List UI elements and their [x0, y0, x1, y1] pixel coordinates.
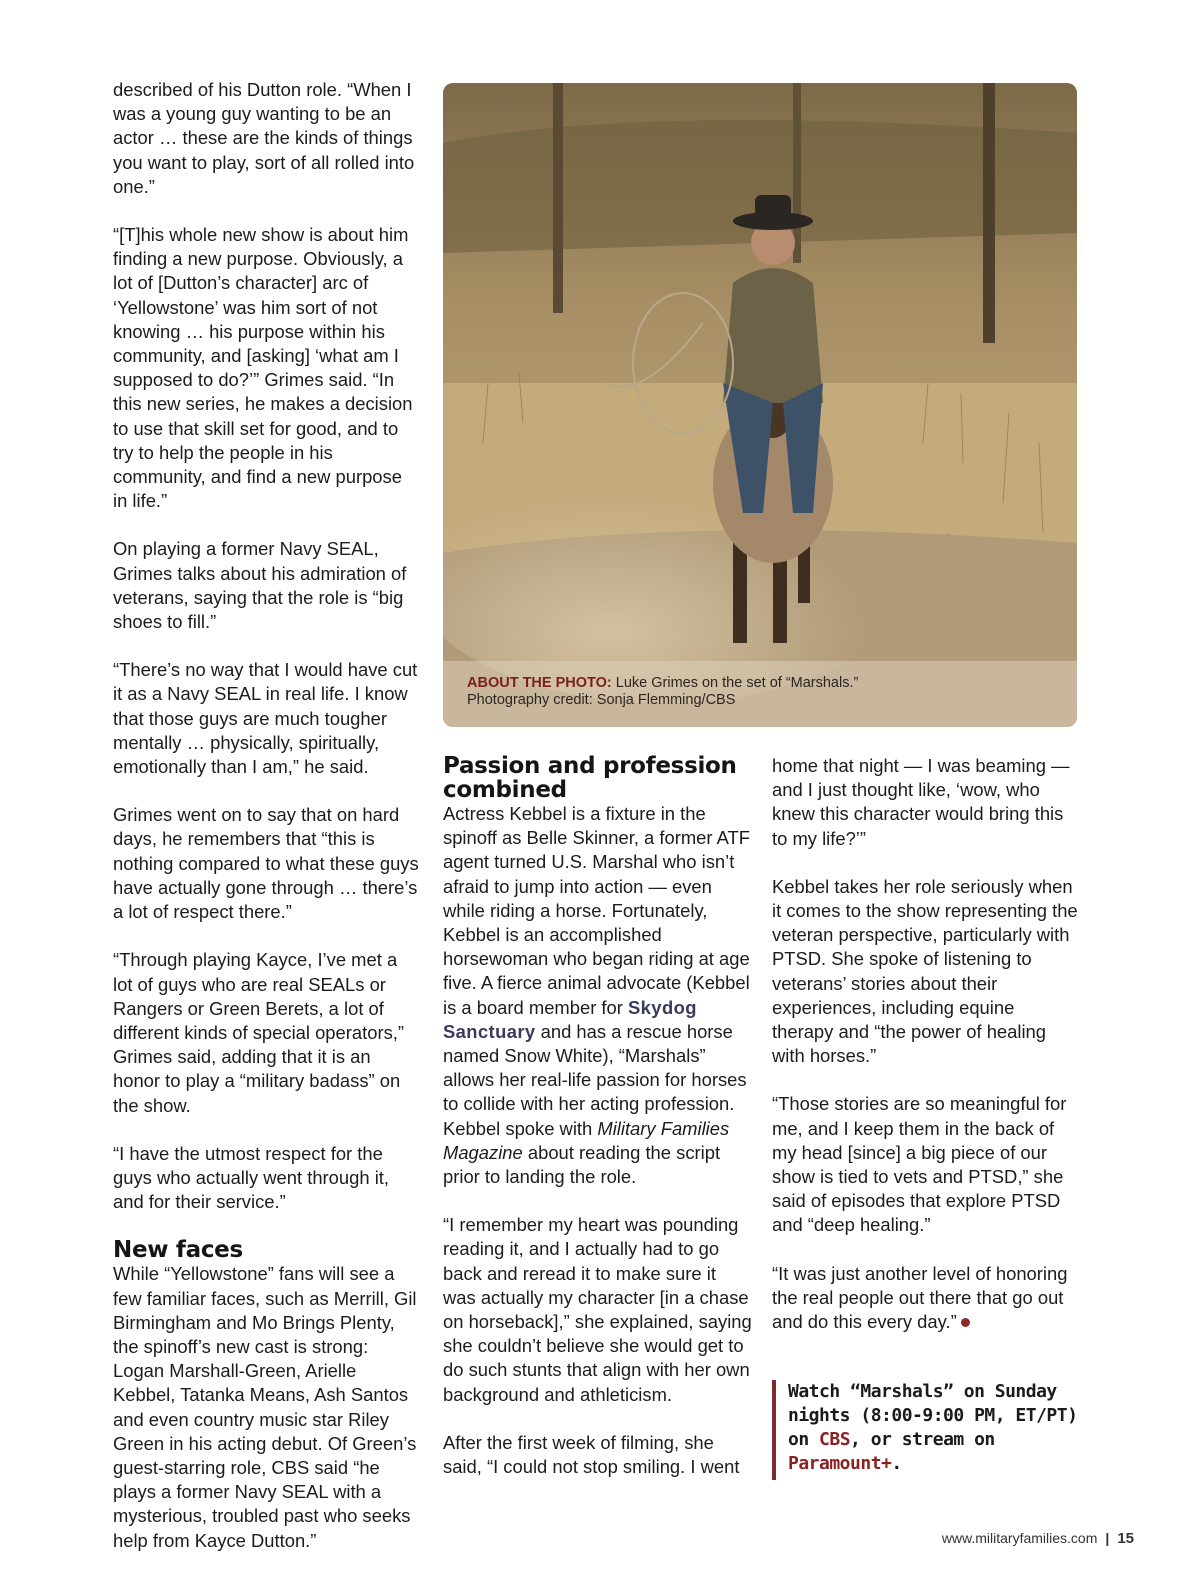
paragraph: “[T]his whole new show is about him finding a new purpose. Obviously, a lot of [Dutton’s character] arc of ‘Yellowstone’ was him sort of not knowing … his purpose within his community, and [asking] ‘what am I supposed to do?’” Grimes said. “In this new series, he makes a decision to use that skill set for good, and to try to help the people in his community, and find a new purpose in life.”: [113, 224, 413, 512]
paragraph: On playing a former Navy SEAL, Grimes talks about his admiration of veterans, saying that the role is “big shoes to fill.”: [113, 538, 407, 633]
magazine-title: Military Families Magazine: [443, 1117, 730, 1163]
section-heading-passion: Passion and profession combined: [443, 753, 737, 803]
caption-text: Luke Grimes on the set of “Marshals.”: [611, 675, 859, 691]
paragraph: Kebbel takes her role seriously when it comes to the show representing the veteran perspective, particularly with PTSD. She spoke of listening to veterans’ stories about their experiences, including equine therapy and “the power of healing with horses.”: [772, 875, 1078, 1067]
paragraph: [772, 1262, 1078, 1335]
paragraph-text: “It was just another level of honoring the real people out there that go out and do this every day.”: [772, 1262, 1068, 1333]
paragraph: “I have the utmost respect for the guys who actually went through it, and for their service.”: [113, 1142, 390, 1213]
page-footer: [942, 1530, 1134, 1547]
end-mark-icon: [961, 1318, 970, 1327]
paragraph: described of his Dutton role. “When I was a young guy wanting to be an actor … these are the kinds of things you want to play, sort of all rolled into one.”: [113, 79, 415, 197]
paragraph: “There’s no way that I would have cut it as a Navy SEAL in real life. I know that those guys are much tougher mentally … physically, spiritually, emotionally than I am,” he said.: [113, 659, 418, 778]
paragraph: While “Yellowstone” fans will see a few familiar faces, such as Merrill, Gil Birmingham and Mo Brings Plenty, the spinoff’s new cast is strong: Logan Marshall-Green, Arielle Kebbel, Tatanka Means, Ash Santos and even country music star Riley Green in his acting debut. Of Green’s guest-starring role, CBS said “he plays a former Navy SEAL with a mysterious, troubled past who seeks help from Kayce Dutton.”: [113, 1263, 417, 1551]
paragraph-text: about reading the script prior to landing the role.: [443, 1141, 721, 1188]
footer-url[interactable]: www.militaryfamilies.com: [941, 1530, 1098, 1546]
paragraph: home that night — I was beaming — and I just thought like, ‘wow, who knew this character would bring this to my life?’”: [772, 755, 1070, 849]
footer-separator: |: [1105, 1530, 1110, 1546]
paramount-link[interactable]: Paramount+: [788, 1453, 892, 1474]
article-column-middle: [443, 754, 753, 1503]
article-column-left: [113, 78, 419, 1577]
section-heading-new-faces: New faces: [113, 1237, 243, 1264]
photo-caption: [443, 661, 1077, 727]
article-column-right: [772, 754, 1078, 1358]
callout-text: .: [891, 1453, 902, 1474]
paragraph: [443, 802, 753, 1189]
paragraph: Grimes went on to say that on hard days, he remembers that “this is nothing compared to what these guys have actually gone through … there’s a lot of respect there.”: [113, 804, 419, 923]
callout-text: Watch “Marshals” on Sunday nights (8:00-9:00 PM, ET/PT) on: [788, 1381, 1078, 1450]
paragraph: After the first week of filming, she said, “I could not stop smiling. I went: [443, 1431, 740, 1478]
skydog-sanctuary-link[interactable]: Skydog Sanctuary: [443, 996, 697, 1042]
watch-callout: [772, 1380, 1082, 1480]
paragraph-text: Actress Kebbel is a fixture in the spinoff as Belle Skinner, a former ATF agent turned U.S. Marshal who isn’t afraid to jump into action — even while riding a horse. Fortunately, Kebbel is an accomplished horsewoman who began riding at age five. A fierce animal advocate (Kebbel is a board member for: [443, 803, 750, 1018]
article-photo: [443, 83, 1077, 727]
paragraph: “Those stories are so meaningful for me, and I keep them in the back of my head [since] a big piece of our show is tied to vets and PTSD,” she said of episodes that explore PTSD and “deep healing.”: [772, 1093, 1067, 1236]
paragraph: “I remember my heart was pounding reading it, and I actually had to go back and reread it to make sure it was actually my character [in a chase on horseback],” she explained, saying she couldn’t believe she would get to do such stunts that align with her own background and athleticism.: [443, 1214, 752, 1405]
cowboy-on-horse-illustration: [443, 83, 1077, 727]
paragraph-text: and has a rescue horse named Snow White), “Marshals” allows her real-life passion for horses to collide with her acting profession. Kebbel spoke with: [443, 1020, 747, 1139]
caption-lead: ABOUT THE PHOTO:: [467, 675, 612, 691]
paragraph: “Through playing Kayce, I’ve met a lot of guys who are real SEALs or Rangers or Green Berets, a lot of different kinds of special operators,” Grimes said, adding that it is an honor to play a “military badass” on the show.: [113, 949, 404, 1116]
callout-text: , or stream on: [850, 1429, 995, 1450]
page-number: 15: [1117, 1530, 1134, 1547]
cbs-link[interactable]: CBS: [819, 1429, 851, 1450]
caption-credit: Photography credit: Sonja Flemming/CBS: [467, 692, 736, 708]
